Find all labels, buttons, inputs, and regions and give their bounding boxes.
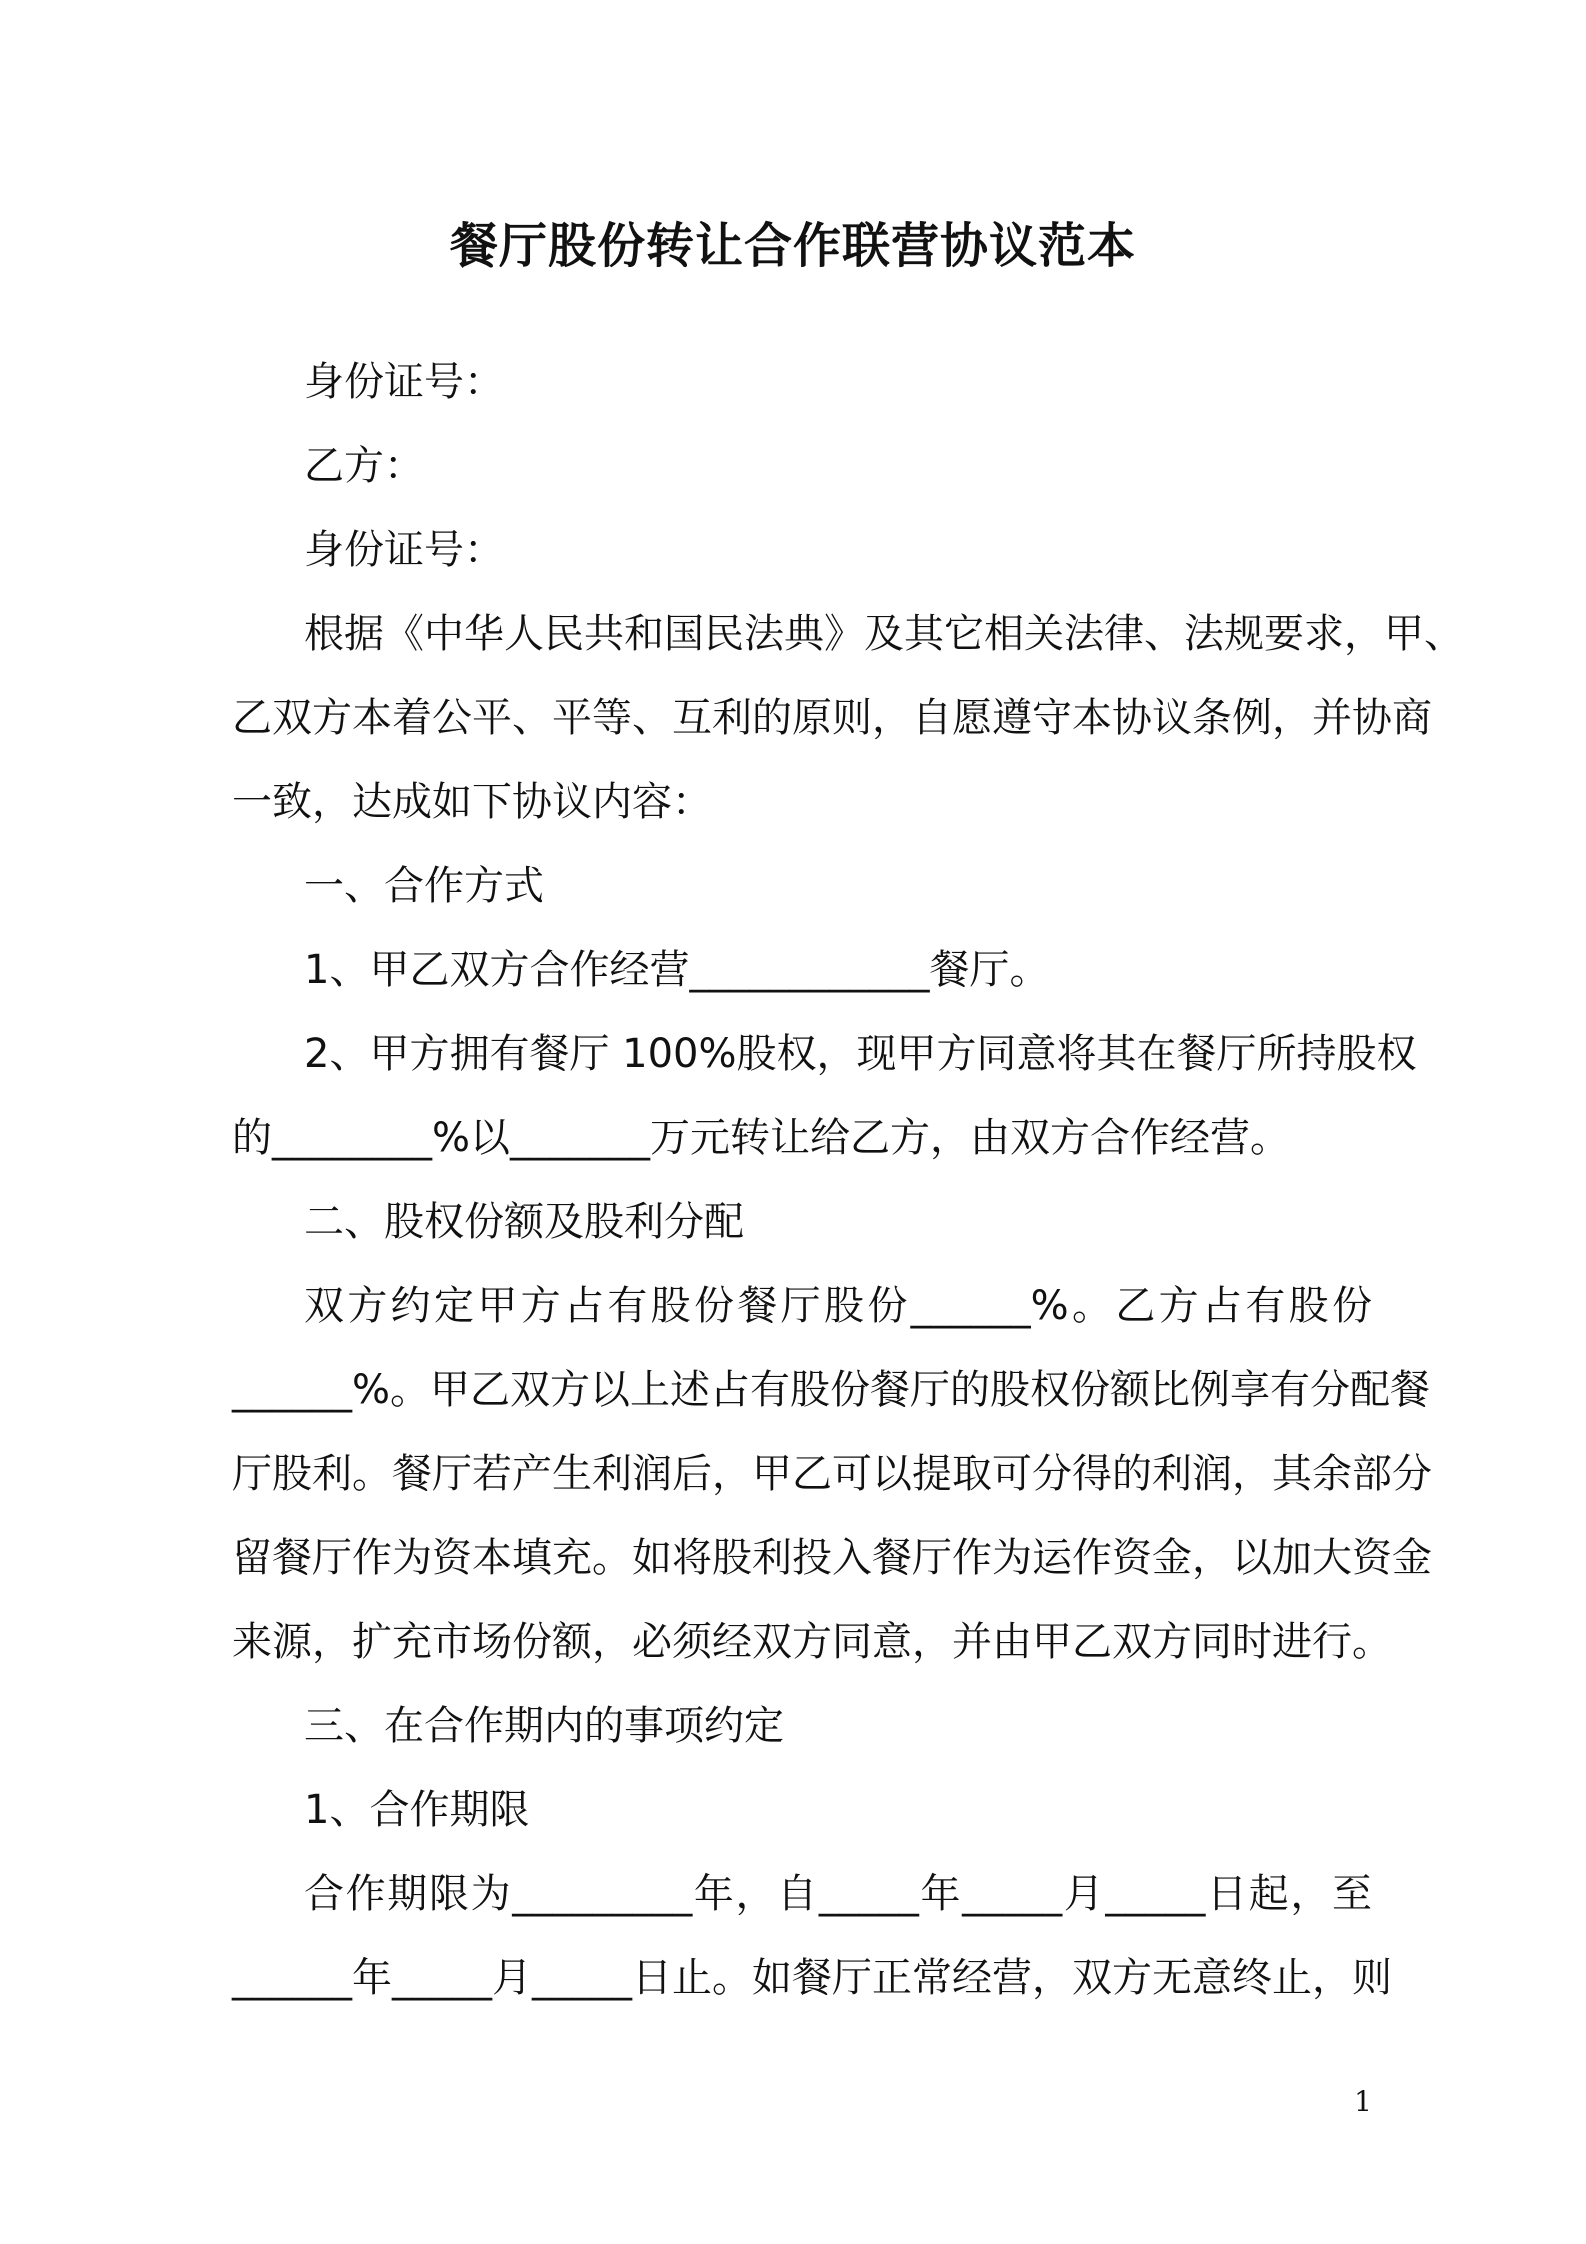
party-b-label: 乙方： xyxy=(304,443,424,489)
equity-line-3: 厅股利。餐厅若产生利润后，甲乙可以提取可分得的利润，其余部分 xyxy=(232,1451,1432,1497)
clause-1-1: 1、甲乙双方合作经营____________餐厅。 xyxy=(304,947,1050,993)
equity-line-2: ______%。甲乙双方以上述占有股份餐厅的股权份额比例享有分配餐 xyxy=(232,1367,1431,1413)
id-number-label-1: 身份证号： xyxy=(304,359,504,405)
equity-line-1: 双方约定甲方占有股份餐厅股份______%。乙方占有股份 xyxy=(304,1283,1372,1329)
term-line-1: 合作期限为_________年，自_____年_____月_____日起，至 xyxy=(304,1871,1372,1917)
intro-line-1: 根据《中华人民共和国民法典》及其它相关法律、法规要求，甲、 xyxy=(304,611,1464,657)
intro-line-2: 乙双方本着公平、平等、互利的原则，自愿遵守本协议条例，并协商 xyxy=(232,695,1432,741)
clause-1-2-line-1: 2、甲方拥有餐厅 100%股权，现甲方同意将其在餐厅所持股权 xyxy=(304,1031,1417,1077)
intro-line-3: 一致，达成如下协议内容： xyxy=(232,779,712,825)
equity-line-5: 来源，扩充市场份额，必须经双方同意，并由甲乙双方同时进行。 xyxy=(232,1619,1392,1665)
equity-line-4: 留餐厅作为资本填充。如将股利投入餐厅作为运作资金，以加大资金 xyxy=(232,1535,1432,1581)
clause-1-2-line-2: 的________%以_______万元转让给乙方，由双方合作经营。 xyxy=(232,1115,1291,1161)
term-line-2: ______年_____月_____日止。如餐厅正常经营，双方无意终止，则 xyxy=(232,1955,1392,2001)
section-heading-1: 一、合作方式 xyxy=(304,863,544,909)
section-heading-2: 二、股权份额及股利分配 xyxy=(304,1199,744,1245)
section-heading-3: 三、在合作期内的事项约定 xyxy=(304,1703,784,1749)
term-heading: 1、合作期限 xyxy=(304,1787,530,1833)
page-number: 1 xyxy=(1354,2085,1372,2118)
document-title: 餐厅股份转让合作联营协议范本 xyxy=(449,218,1136,274)
id-number-label-2: 身份证号： xyxy=(304,527,504,573)
